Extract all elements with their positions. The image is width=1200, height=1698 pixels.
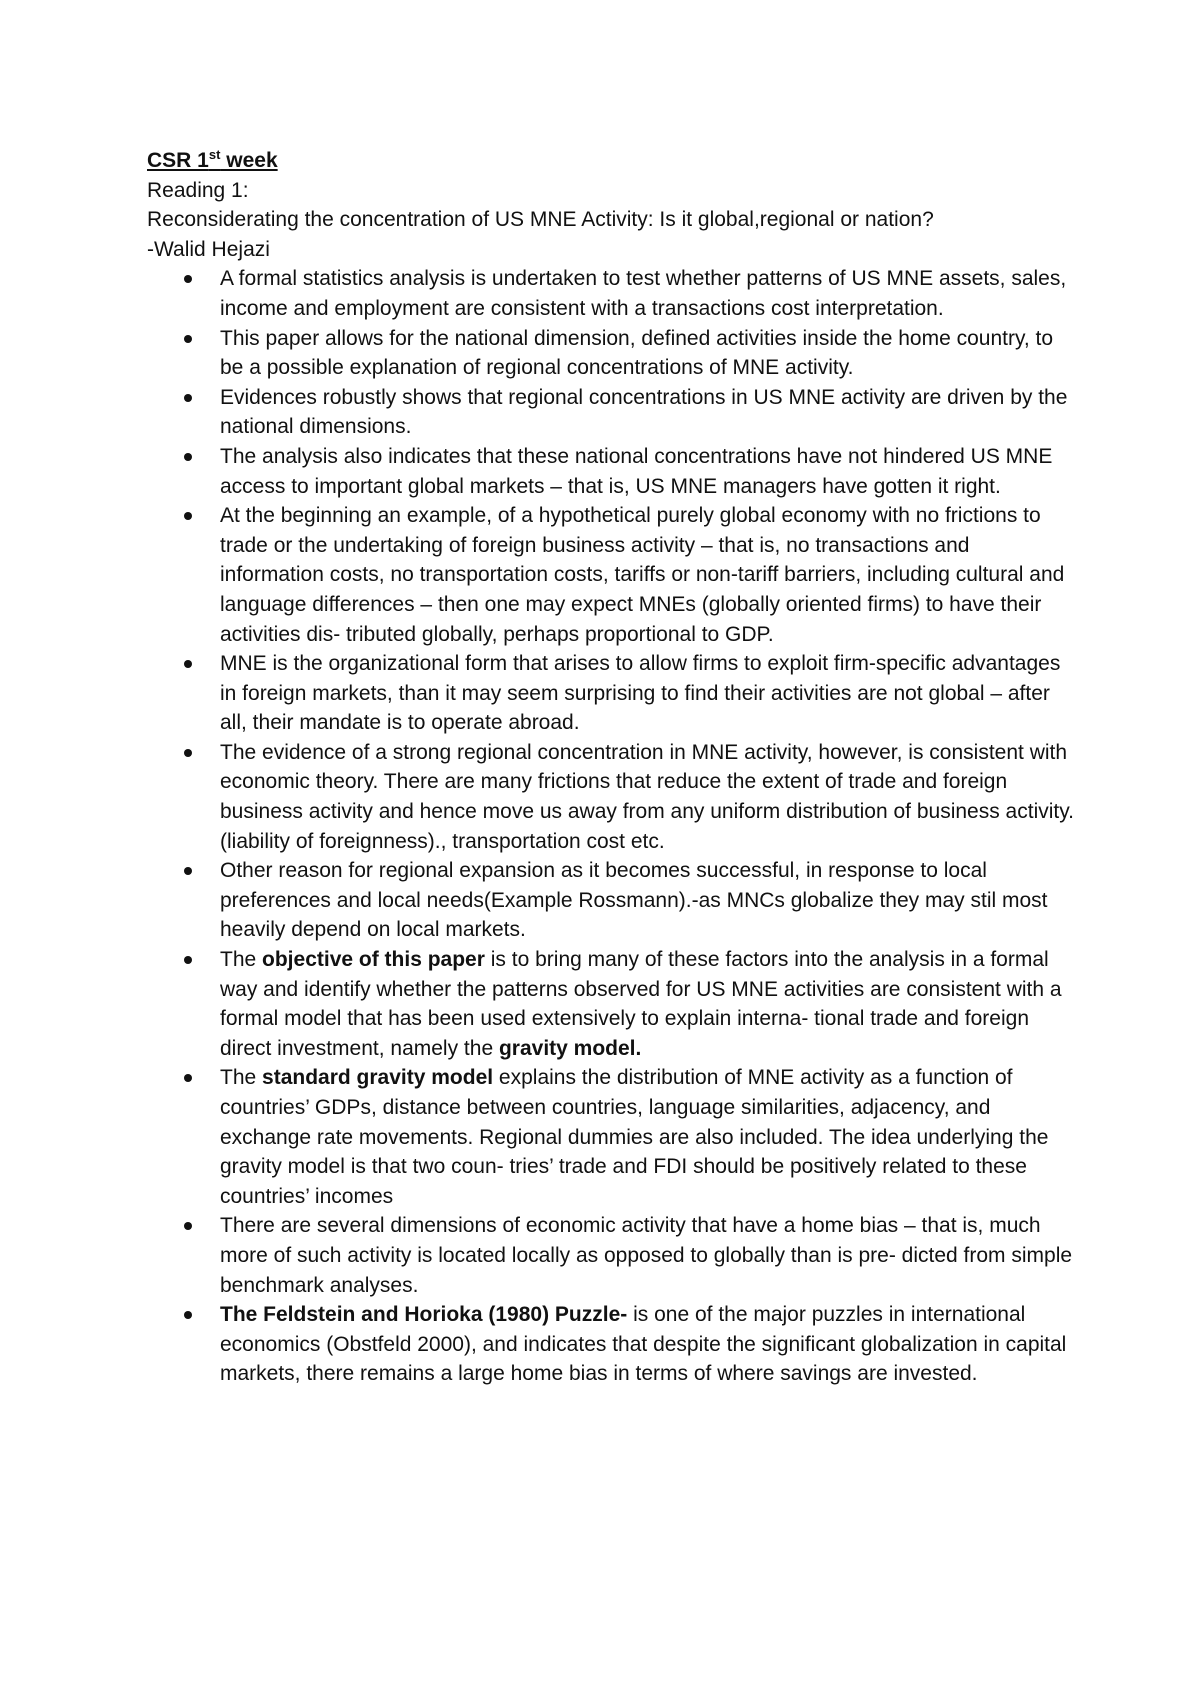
bullet-text: The evidence of a strong regional concentration in MNE activity, however, is consistent with economic theory. There are many frictions that reduce the extent of trade and foreign business activity and hence move us away from any uniform distribution of business activity. (liability of foreignness)., transportation cost etc.: [220, 740, 1075, 853]
bullet-dot-icon: [184, 1311, 192, 1319]
bullet-text: There are several dimensions of economic activity that have a home bias – that is, much more of such activity is located locally as opposed to globally than is pre- dicted from simple benchmark analyses.: [220, 1214, 1073, 1297]
bullet-dot-icon: [184, 335, 192, 343]
bullet-item: [147, 649, 1077, 738]
title-suffix: week: [220, 149, 278, 172]
article-title: Reconsiderating the concentration of US MNE Activity: Is it global,regional or nation?: [147, 208, 934, 232]
bullet-bold-text: objective of this paper: [262, 948, 485, 972]
bullet-bold-text: standard gravity model: [262, 1066, 494, 1090]
bullet-text: The: [220, 948, 263, 972]
bullet-item: [147, 1063, 1077, 1211]
bullet-item: [147, 324, 1077, 383]
bullet-dot-icon: [184, 1222, 192, 1230]
bullet-dot-icon: [184, 660, 192, 668]
bullet-dot-icon: [184, 453, 192, 461]
title-superscript: st: [208, 147, 221, 162]
document-page: [147, 146, 1077, 1389]
bullet-text: Evidences robustly shows that regional concentrations in US MNE activity are driven by the national dimensions.: [220, 385, 1068, 439]
bullet-bold-text: The Feldstein and Horioka (1980) Puzzle-: [220, 1303, 628, 1327]
bullet-dot-icon: [184, 512, 192, 520]
bullet-dot-icon: [184, 867, 192, 875]
bullet-item: [147, 856, 1077, 945]
bullet-item: [147, 738, 1077, 856]
bullet-bold-text: gravity model.: [498, 1036, 642, 1060]
bullet-dot-icon: [184, 749, 192, 757]
bullet-item: [147, 383, 1077, 442]
bullet-text: MNE is the organizational form that arises to allow firms to exploit firm-specific advantages in foreign markets, than it may seem surprising to find their activities are not global – after all, their mandate is to operate abroad.: [220, 652, 1061, 735]
bullet-text: is one of the major puzzles in international economics (Obstfeld 2000), and indicates that despite the significant globalization in capital markets, there remains a large home bias in terms of where savings are invested.: [220, 1303, 1067, 1386]
bullet-text: This paper allows for the national dimension, defined activities inside the home country, to be a possible explanation of regional concentrations of MNE activity.: [220, 326, 1054, 380]
bullet-text: explains the distribution of MNE activity as a function of countries’ GDPs, distance between countries, language similarities, adjacency, and exchange rate movements. Regional dummies are also included. The idea underlying the gravity model is that two coun- tries’ trade and FDI should be positively related to these countries’ incomes: [220, 1066, 1049, 1208]
bullet-item: [147, 1300, 1077, 1389]
bullet-text: The: [220, 1066, 263, 1090]
bullet-dot-icon: [184, 275, 192, 283]
bullet-dot-icon: [184, 956, 192, 964]
bullet-item: [147, 501, 1077, 649]
title-prefix: CSR 1: [147, 149, 209, 172]
bullet-item: [147, 945, 1077, 1063]
bullet-item: [147, 1211, 1077, 1300]
bullet-dot-icon: [184, 394, 192, 402]
bullet-item: [147, 264, 1077, 323]
document-title: [147, 146, 1077, 176]
bullet-text: The analysis also indicates that these national concentrations have not hindered US MNE access to important global markets – that is, US MNE managers have gotten it right.: [220, 444, 1053, 498]
author-line: -Walid Hejazi: [147, 237, 270, 261]
bullet-dot-icon: [184, 1074, 192, 1082]
bullet-text: At the beginning an example, of a hypothetical purely global economy with no frictions to trade or the undertaking of foreign business activity – that is, no transactions and information costs, no transportation costs, tariffs or non-tariff barriers, including cultural and language differences – then one may expect MNEs (globally oriented firms) to have their activities dis- tributed globally, perhaps proportional to GDP.: [220, 504, 1065, 646]
reading-label: Reading 1:: [147, 178, 249, 202]
bullet-list: [147, 264, 1077, 1389]
bullet-text: A formal statistics analysis is undertaken to test whether patterns of US MNE assets, sales, income and employment are consistent with a transactions cost interpretation.: [220, 267, 1067, 320]
bullet-text: is to bring many of these factors into the analysis in a formal way and identify whether the patterns observed for US MNE activities are consistent with a formal model that has been used extensively to explain interna- tional trade and foreign direct investment, namely the: [220, 948, 1062, 1060]
bullet-text: Other reason for regional expansion as it becomes successful, in response to local preferences and local needs(Example Rossmann).-as MNCs globalize they may stil most heavily depend on local markets.: [220, 859, 1048, 942]
bullet-item: [147, 442, 1077, 501]
